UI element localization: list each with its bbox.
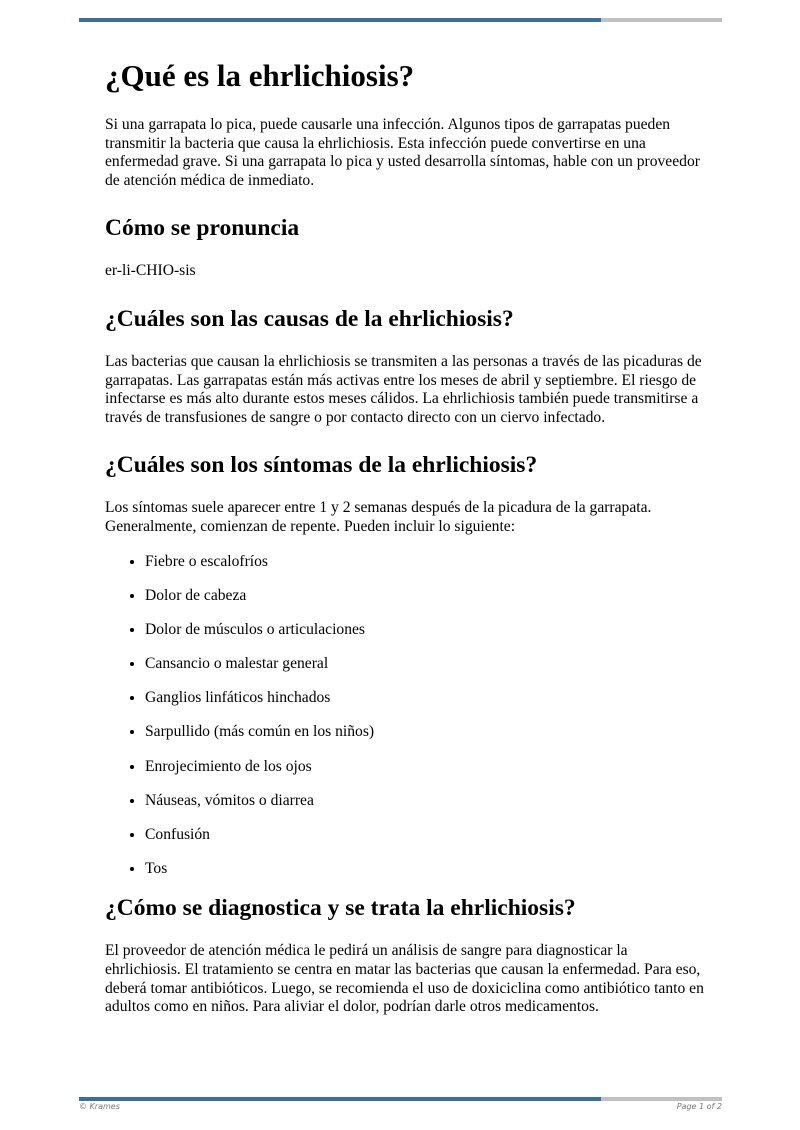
page-title: ¿Qué es la ehrlichiosis?	[105, 58, 415, 93]
document-body	[105, 58, 705, 1041]
symptoms-list	[105, 553, 705, 879]
list-item: • Fiebre o escalofríos	[145, 553, 705, 572]
footer-divider-blue	[79, 1097, 601, 1101]
causes-heading: ¿Cuáles son las causas de la ehrlichiosis?	[105, 305, 514, 332]
list-item: • Tos	[145, 860, 705, 879]
list-item: • Dolor de cabeza	[145, 587, 705, 606]
list-item: • Ganglios linfáticos hinchados	[145, 689, 705, 708]
footer-copyright: © Krames	[79, 1102, 120, 1111]
list-item: • Enrojecimiento de los ojos	[145, 758, 705, 777]
header-divider-blue	[79, 18, 601, 22]
list-item: • Náuseas, vómitos o diarrea	[145, 792, 705, 811]
list-item: • Confusión	[145, 826, 705, 845]
list-item: • Cansancio o malestar general	[145, 655, 705, 674]
header-divider-gray	[601, 18, 722, 22]
pronunciation-heading: Cómo se pronuncia	[105, 215, 300, 242]
pronunciation-text: er-li-CHIO-sis	[105, 262, 196, 280]
symptoms-heading: ¿Cuáles son los síntomas de la ehrlichiosis?	[105, 452, 538, 479]
footer-divider-gray	[601, 1097, 722, 1101]
diagnosis-heading: ¿Cómo se diagnostica y se trata la ehrlichiosis?	[105, 895, 576, 922]
footer-page-number: Page 1 of 2	[676, 1102, 722, 1111]
symptoms-paragraph: Los síntomas suele aparecer entre 1 y 2 semanas después de la picadura de la garrapata. Generalmente, comienzan de repente. Pueden incluir lo siguiente:	[105, 499, 652, 535]
list-item: • Sarpullido (más común en los niños)	[145, 723, 705, 742]
header-divider	[79, 18, 722, 22]
causes-paragraph: Las bacterias que causan la ehrlichiosis se transmiten a las personas a través de las picaduras de garrapatas. Las garrapatas están más activas entre los meses de abril y septiembre. El riesgo de infectarse es más alto durante estos meses cálidos. La ehrlichiosis también puede transmitirse a través de transfusiones de sangre o por contacto directo con un ciervo infectado.	[105, 352, 702, 426]
list-item: • Dolor de músculos o articulaciones	[145, 621, 705, 640]
intro-paragraph: Si una garrapata lo pica, puede causarle una infección. Algunos tipos de garrapatas pueden transmitir la bacteria que causa la ehrlichiosis. Esta infección puede convertirse en una enfermedad grave. Si una garrapata lo pica y usted desarrolla síntomas, hable con un proveedor de atención médica de inmediato.	[105, 116, 700, 189]
footer-divider	[79, 1097, 722, 1101]
diagnosis-paragraph: El proveedor de atención médica le pedirá un análisis de sangre para diagnosticar la ehrlichiosis. El tratamiento se centra en matar las bacterias que causan la enfermedad. Para eso, deberá tomar antibióticos. Luego, se recomienda el uso de doxiciclina como antibiótico tanto en adultos como en niños. Para aliviar el dolor, podrían darle otros medicamentos.	[105, 942, 704, 1016]
